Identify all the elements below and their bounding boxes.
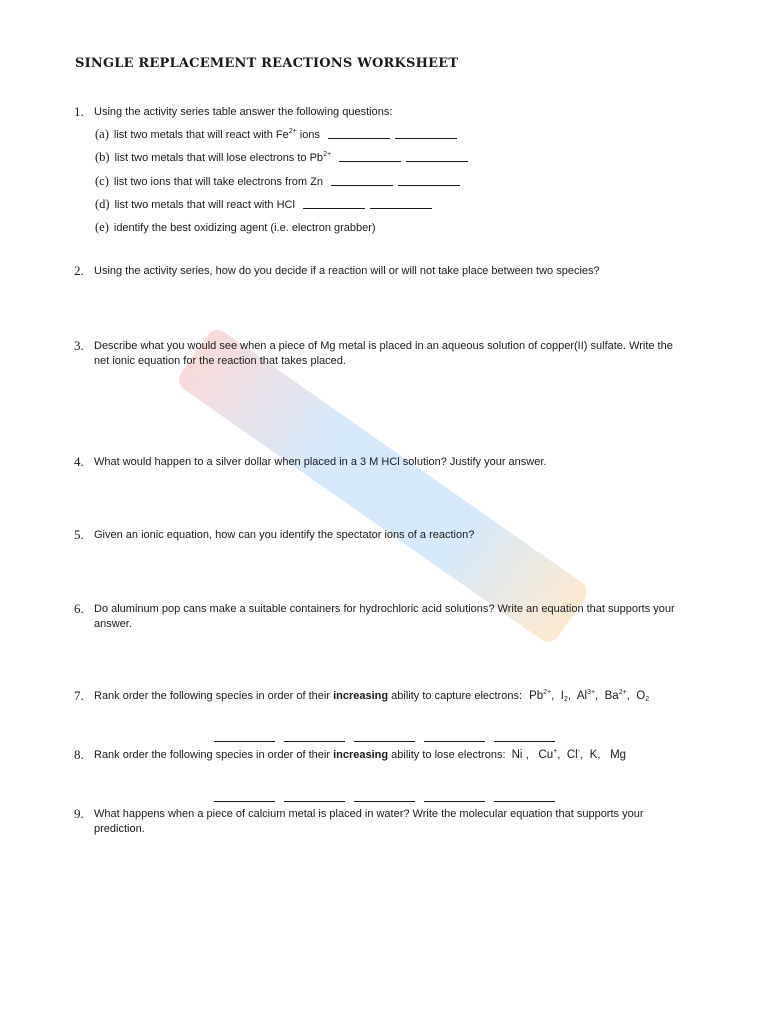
question-8 (74, 748, 694, 763)
species-i2: $I_2$, (560, 690, 572, 703)
answer-blank[interactable] (303, 198, 365, 209)
answer-blank[interactable] (494, 800, 555, 802)
sub-text: list two ions that will take electrons from Zn (113, 176, 323, 188)
sub-text: list two metals that will react with HCl (114, 199, 295, 211)
charge-superscript: 2+ (288, 128, 297, 135)
sub-text: list two metals that will lose electrons to Pb (114, 152, 324, 164)
emphasis-word: increasing (333, 749, 389, 761)
question-text: Using the activity series table answer the following questions: (94, 106, 393, 118)
question-number: 4. (74, 454, 84, 469)
question-text: Rank order the following species in order of their (94, 690, 334, 702)
question-5 (74, 528, 684, 543)
answer-blank[interactable] (284, 740, 345, 742)
question-1 (74, 105, 684, 120)
question-3 (74, 339, 684, 369)
question-9 (74, 807, 684, 837)
sub-letter: (c) (95, 174, 109, 188)
answer-blank[interactable] (339, 151, 401, 162)
question-text: Given an ionic equation, how can you identify the spectator ions of a reaction? (94, 529, 475, 541)
answer-blank[interactable] (328, 128, 390, 139)
species-pb: $Pb^{2+}$, (529, 689, 555, 702)
answer-blank[interactable] (494, 740, 555, 742)
question-text-post: ability to capture electrons: (388, 690, 523, 702)
question-1d (95, 197, 432, 213)
species-ba: $Ba^{2+}$, (604, 689, 630, 702)
species-mg: Mg (610, 749, 627, 761)
question-number: 5. (74, 527, 84, 542)
answer-blank[interactable] (214, 740, 275, 742)
sub-text: identify the best oxidizing agent (i.e. electron grabber) (113, 222, 376, 234)
sub-text: list two metals that will react with Fe (113, 129, 289, 141)
answer-blank[interactable] (354, 740, 415, 742)
ranking-blanks-7 (214, 729, 564, 747)
question-text: What would happen to a silver dollar when placed in a 3 M HCl solution? Justify your answer. (94, 456, 547, 468)
question-number: 3. (74, 338, 84, 353)
species-cl: Cl-, (566, 748, 584, 761)
answer-blank[interactable] (370, 198, 432, 209)
question-1a (95, 127, 457, 143)
answer-blank[interactable] (406, 151, 468, 162)
question-4 (74, 455, 684, 470)
sub-letter: (b) (95, 150, 110, 164)
sub-letter: (d) (95, 197, 110, 211)
question-1b (95, 150, 468, 166)
question-text: Using the activity series, how do you decide if a reaction will or will not take place between two species? (94, 265, 600, 277)
species-k: K, (589, 749, 601, 761)
question-number: 1. (74, 104, 84, 119)
ranking-blanks-8 (214, 789, 564, 807)
question-text: What happens when a piece of calcium metal is placed in water? Write the molecular equation that supports your prediction. (94, 808, 644, 835)
question-number: 9. (74, 806, 84, 821)
species-cu: Cu+, (538, 748, 561, 761)
species-o2: $O_2$ (636, 690, 650, 703)
question-text-post: ability to lose electrons: (388, 749, 506, 761)
question-2 (74, 264, 684, 279)
question-number: 7. (74, 688, 84, 703)
answer-blank[interactable] (424, 740, 485, 742)
sub-letter: (a) (95, 127, 109, 141)
question-text: Describe what you would see when a piece of Mg metal is placed in an aqueous solution of copper(II) sulfate. Write the net ionic equation for the reaction that takes placed. (94, 340, 673, 367)
charge-superscript: 2+ (323, 151, 332, 158)
question-7 (74, 689, 694, 704)
question-1c (95, 174, 460, 190)
question-number: 6. (74, 601, 84, 616)
sub-letter: (e) (95, 220, 109, 234)
answer-blank[interactable] (354, 800, 415, 802)
watermark-logo (46, 156, 715, 825)
question-6 (74, 602, 684, 632)
answer-blank[interactable] (214, 800, 275, 802)
question-text: Do aluminum pop cans make a suitable containers for hydrochloric acid solutions? Write an equation that supports your answer. (94, 603, 675, 630)
answer-blank[interactable] (424, 800, 485, 802)
question-text: Rank order the following species in order of their (94, 749, 334, 761)
question-number: 2. (74, 263, 84, 278)
answer-blank[interactable] (331, 175, 393, 186)
sub-text-post: ions (296, 129, 320, 141)
species-al: $Al^{3+}$, (576, 689, 599, 702)
answer-blank[interactable] (398, 175, 460, 186)
answer-blank[interactable] (395, 128, 457, 139)
question-number: 8. (74, 747, 84, 762)
emphasis-word: increasing (333, 690, 389, 702)
answer-blank[interactable] (284, 800, 345, 802)
question-1e (95, 220, 376, 236)
species-ni: Ni , (511, 749, 529, 761)
worksheet-title: SINGLE REPLACEMENT REACTIONS WORKSHEET (75, 56, 459, 71)
